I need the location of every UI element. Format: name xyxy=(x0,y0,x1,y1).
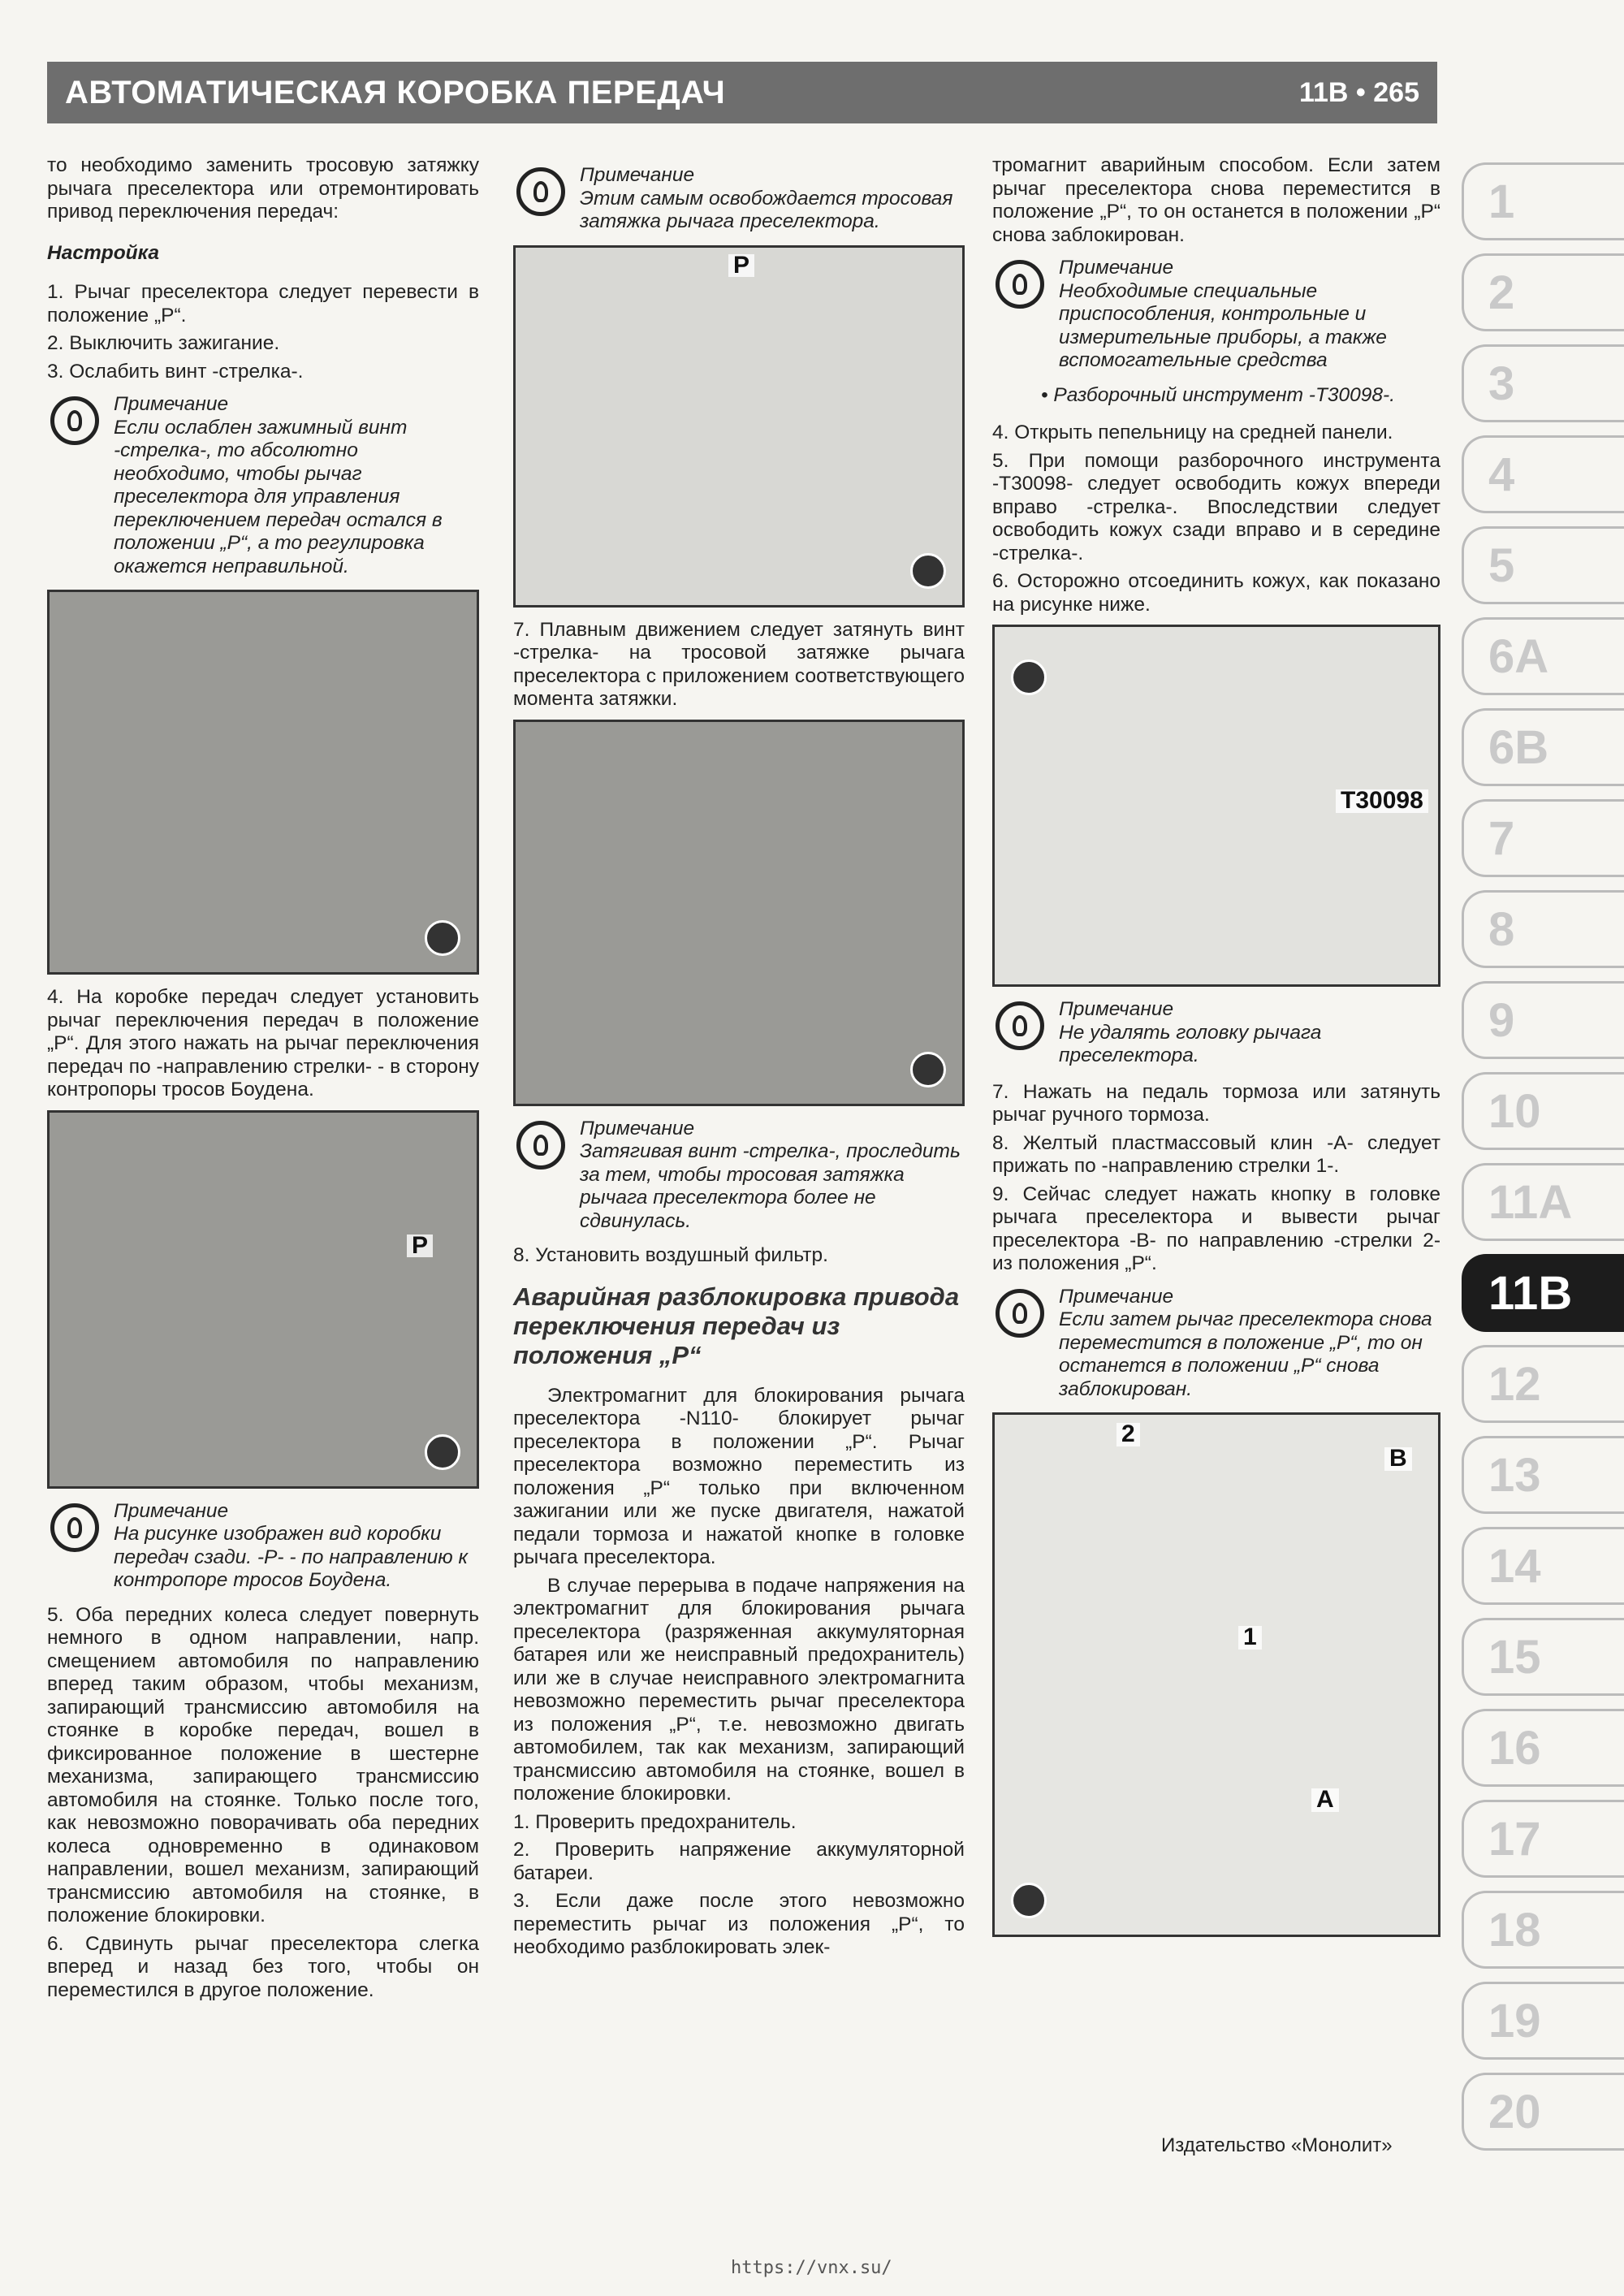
figure-label-2: 2 xyxy=(1116,1423,1140,1446)
step: 7. Нажать на педаль тормоза или затянуть рычаг ручного тормоза. xyxy=(992,1080,1440,1126)
chapter-tab-1[interactable]: 1 xyxy=(1462,162,1624,240)
step: 6. Осторожно отсоединить кожух, как показано на рисунке ниже. xyxy=(992,570,1440,616)
step: 8. Желтый пластмассовый клин -А- следует прижать по -направлению стрелки 1-. xyxy=(992,1131,1440,1177)
note xyxy=(992,257,1440,373)
publisher-logo-icon xyxy=(910,553,946,589)
lightbulb-icon xyxy=(516,1121,565,1170)
step: 4. Открыть пепельницу на средней панели. xyxy=(992,422,1393,443)
chapter-title: АВТОМАТИЧЕСКАЯ КОРОБКА ПЕРЕДАЧ xyxy=(65,74,726,110)
figure-label-1: 1 xyxy=(1238,1626,1262,1650)
publisher-logo-icon xyxy=(425,920,460,956)
source-url: https://vnx.su/ xyxy=(731,2258,892,2278)
step: 2. Выключить зажигание. xyxy=(47,332,280,354)
figure-label: P xyxy=(407,1234,433,1258)
paragraph: Электромагнит для блокирования рычага преселектора -N110- блокирует рычаг преселектора в положении „Р“. Рычаг преселектора возможно переместить из положения „Р“ только при включенном зажигании или же пуске двигателя, нажатой педали тормоза и нажатой кнопке в головке рычага преселектора. xyxy=(513,1384,965,1568)
paragraph: то необходимо заменить тросовую затяжку рычага преселектора или отремонтировать привод переключения передач: xyxy=(47,154,479,223)
diagram-emergency-release xyxy=(992,1412,1440,1937)
publisher-logo-icon xyxy=(1011,1883,1047,1918)
note-text: Не удалять головку рычага преселектора. xyxy=(1059,1021,1322,1066)
chapter-tab-9[interactable]: 9 xyxy=(1462,981,1624,1059)
chapter-tab-16[interactable]: 16 xyxy=(1462,1709,1624,1787)
figure-label-a: A xyxy=(1311,1788,1339,1812)
chapter-tab-4[interactable]: 4 xyxy=(1462,435,1624,513)
note xyxy=(992,998,1440,1068)
note-title: Примечание xyxy=(580,1117,695,1139)
chapter-tab-8[interactable]: 8 xyxy=(1462,890,1624,968)
column-2 xyxy=(513,154,965,1965)
column-1 xyxy=(47,154,479,2007)
chapter-tab-18[interactable]: 18 xyxy=(1462,1891,1624,1969)
lightbulb-icon xyxy=(996,260,1044,309)
chapter-tab-11a[interactable]: 11A xyxy=(1462,1163,1624,1241)
figure-label: T30098 xyxy=(1336,789,1428,813)
diagram-cable-linkage xyxy=(513,245,965,608)
chapter-tab-11b[interactable]: 11B xyxy=(1462,1254,1624,1332)
note-text: Если ослаблен зажимный винт -стрелка-, то абсолютно необходимо, чтобы рычаг преселектора для управления переключением передач остался в положении „Р“, а то регулировка окажется неправильной. xyxy=(114,416,443,577)
publisher-logo-icon xyxy=(425,1434,460,1470)
chapter-tab-6b[interactable]: 6B xyxy=(1462,708,1624,786)
note-text: На рисунке изображен вид коробки передач сзади. -Р- - по направлению к контропоре тросов Боудена. xyxy=(114,1523,469,1591)
chapter-tab-15[interactable]: 15 xyxy=(1462,1618,1624,1696)
step: 8. Установить воздушный фильтр. xyxy=(513,1244,828,1266)
note-text: Этим самым освобождается тросовая затяжка рычага преселектора. xyxy=(580,187,953,232)
lightbulb-icon xyxy=(50,396,99,445)
photo-tightening-screw xyxy=(513,720,965,1106)
step: 5. При помощи разборочного инструмента -Т30098- следует освободить кожух впереди вправо -стрелка-. Впоследствии следует освободить кожух сзади вправо и в середине -стрелка-. xyxy=(992,449,1440,564)
publisher-logo-icon xyxy=(910,1052,946,1087)
page-header xyxy=(47,62,1437,123)
chapter-tabs xyxy=(1462,162,1624,2164)
publisher-logo-icon xyxy=(1011,659,1047,695)
note-title: Примечание xyxy=(1059,1285,1174,1308)
note xyxy=(513,1118,965,1234)
chapter-tab-5[interactable]: 5 xyxy=(1462,526,1624,604)
photo-gearbox-rear xyxy=(47,1110,479,1489)
chapter-tab-12[interactable]: 12 xyxy=(1462,1345,1624,1423)
note xyxy=(992,1286,1440,1402)
lightbulb-icon xyxy=(996,1289,1044,1338)
tool-item: • Разборочный инструмент -Т30098-. xyxy=(1041,383,1395,406)
figure-label: P xyxy=(728,254,754,278)
note-text: Затягивая винт -стрелка-, проследить за тем, чтобы тросовая затяжка рычага преселектора более не сдвинулась. xyxy=(580,1140,961,1232)
step: 6. Сдвинуть рычаг преселектора слегка вперед и назад без того, чтобы он переместился в другое положение. xyxy=(47,1932,479,2001)
section-heading: Аварийная разблокировка привода переключения передач из положения „Р“ xyxy=(513,1282,960,1369)
note-title: Примечание xyxy=(114,1499,229,1522)
chapter-tab-17[interactable]: 17 xyxy=(1462,1800,1624,1878)
chapter-tab-10[interactable]: 10 xyxy=(1462,1072,1624,1150)
chapter-tab-14[interactable]: 14 xyxy=(1462,1527,1624,1605)
chapter-tab-6a[interactable]: 6A xyxy=(1462,617,1624,695)
chapter-tab-2[interactable]: 2 xyxy=(1462,253,1624,331)
chapter-tab-7[interactable]: 7 xyxy=(1462,799,1624,877)
page-number: 11В • 265 xyxy=(1298,76,1419,108)
step: 3. Ослабить винт -стрелка-. xyxy=(47,360,304,383)
section-subtitle: Настройка xyxy=(47,241,159,264)
column-3 xyxy=(992,154,1440,1948)
step: 5. Оба передних колеса следует повернуть немного в одном направлении, напр. смещением автомобиля по направлению вперед таким образом, чтобы механизм, запирающий трансмиссию автомобиля на стоянке в коробке передач, вошел в фиксированное положение в шестерне механизма, запирающего трансмиссию автомобиля на стоянке. Только после того, как невозможно поворачивать оба передних колеса одновременно в одинаковом направлении, вошел механизм, запирающий трансмиссию автомобиля на стоянке, в положение блокировки. xyxy=(47,1603,479,1926)
note-title: Примечание xyxy=(114,393,229,415)
step: 4. На коробке передач следует установить рычаг переключения передач в положение „Р“. Для этого нажать на рычаг переключения передач по -направлению стрелки- - в сторону контропоры тросов Боудена. xyxy=(47,986,479,1100)
note xyxy=(47,393,479,578)
step: 1. Рычаг преселектора следует перевести в положение „Р“. xyxy=(47,281,479,326)
step: 1. Проверить предохранитель. xyxy=(513,1810,797,1833)
note-text: Необходимые специальные приспособления, контрольные и измерительные приборы, а также вспомогательные средства xyxy=(1059,279,1387,371)
paragraph: тромагнит аварийным способом. Если затем рычаг преселектора снова переместится в положение „Р“, то он останется в положении „Р“ снова заблокирован. xyxy=(992,154,1440,246)
lightbulb-icon xyxy=(996,1001,1044,1050)
publisher-footer: Издательство «Монолит» xyxy=(1161,2134,1393,2156)
step: 9. Сейчас следует нажать кнопку в головке рычага преселектора и вывести рычаг преселектора -В- по направлению -стрелки 2- из положения „Р“. xyxy=(992,1183,1440,1274)
lightbulb-icon xyxy=(516,167,565,216)
chapter-tab-20[interactable]: 20 xyxy=(1462,2073,1624,2151)
chapter-tab-3[interactable]: 3 xyxy=(1462,344,1624,422)
diagram-shifter-cover xyxy=(992,625,1440,987)
step: 3. Если даже после этого невозможно переместить рычаг из положения „Р“, то необходимо разблокировать элек- xyxy=(513,1890,965,1958)
note-title: Примечание xyxy=(1059,257,1174,279)
photo-gearbox-lever xyxy=(47,590,479,975)
step: 2. Проверить напряжение аккумуляторной батареи. xyxy=(513,1839,965,1884)
note-title: Примечание xyxy=(1059,998,1174,1020)
chapter-tab-13[interactable]: 13 xyxy=(1462,1436,1624,1514)
figure-label-b: B xyxy=(1384,1447,1412,1471)
step: 7. Плавным движением следует затянуть винт -стрелка- на тросовой затяжке рычага преселектора с приложением соответствующего момента затяжки. xyxy=(513,618,965,710)
note xyxy=(513,164,965,234)
paragraph: В случае перерыва в подаче напряжения на электромагнит для блокирования рычага преселектора (разряженная аккумуляторная батарея или же неисправный предохранитель) или же в случае неисправного электромагнита невозможно переместить рычаг преселектора из положения „Р“, т.е. невозможно двигать автомобилем, так как механизм, запирающий трансмиссию автомобиля на стоянке, вошел в положение блокировки. xyxy=(513,1574,965,1805)
note-title: Примечание xyxy=(580,164,695,186)
lightbulb-icon xyxy=(50,1503,99,1552)
note-text: Если затем рычаг преселектора снова переместится в положение „Р“, то он останется в положении „Р“ снова заблокирован. xyxy=(1059,1308,1432,1400)
note xyxy=(47,1500,479,1593)
chapter-tab-19[interactable]: 19 xyxy=(1462,1982,1624,2060)
